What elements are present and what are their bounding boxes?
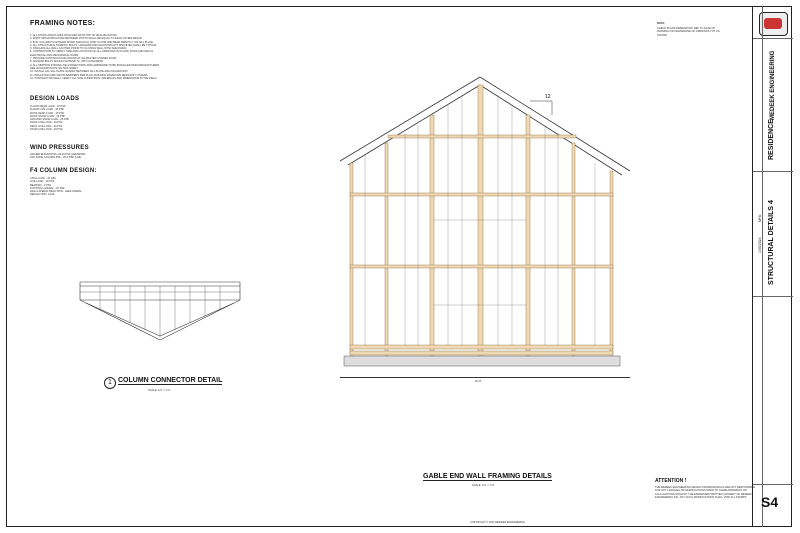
text-line: 3. FOIL COLUMN TO EXTEND DOWN THROUGH JOIST FLOOR AND BEAR DIRECTLY ON SILL PLATE xyxy=(30,40,153,44)
text-line: SHOWN xyxy=(657,33,667,37)
text-line: 2. FIRST OBTAIN BLOCKING BETWEEN POSTS SHALL BE EQUAL TO EACH OTHER ABOVE xyxy=(30,37,142,41)
sheet-date: 1/30/2024 xyxy=(758,237,762,253)
text-line: FLOOR DEAD LOAD - 15 PSF xyxy=(30,105,66,108)
text-line: FRAMING OR CENTERLINE OF OPENINGS TYP. AS xyxy=(657,30,720,34)
attention-text xyxy=(655,486,755,499)
sheet-title: STRUCTURAL DETAILS 4 xyxy=(768,200,775,285)
text-line: 12. CONTRACTOR SHALL VERIFY ALL SITE CONDITIONS, MATERIALS AND DIMENSIONS IN THE FIELD xyxy=(30,76,157,80)
gable-wall-framing-drawing xyxy=(330,75,640,375)
text-line: 10. INSTALL ALL SILL PLATE GASKET BETWEEN SILL PLATE AND FOUNDATION xyxy=(30,70,128,74)
framing-notes-list xyxy=(30,34,270,80)
text-line: STAIR LIVE LOAD - 40 PSF xyxy=(30,128,63,132)
text-line: ROOF LIVE LOAD - 20 PSF xyxy=(30,121,63,125)
text-line: THE MEDEEK ENGINEERING DESIGN PROFESSIONALS ARE NOT RESPONSIBLE xyxy=(655,486,756,489)
text-line: ROOF DEAD LOAD - 15 PSF xyxy=(30,111,65,115)
text-line: AXIAL LOAD - 10 LBS xyxy=(30,177,56,180)
text-line: FOOTING LATERAL - 15 PSF xyxy=(30,186,65,190)
text-line: HIGHER ELEVATIONS: 20.00 PSF (LEE/WIND) xyxy=(30,153,86,156)
text-line: LIVE LOAD - 10 PSF xyxy=(30,180,55,184)
text-line: BEARING - 2 PSF xyxy=(30,183,52,187)
design-loads-title: DESIGN LOADS xyxy=(30,96,80,102)
framing-notes-title: FRAMING NOTES: xyxy=(30,20,96,27)
text-line: 4. ALL STRUCTURAL SCREWS, BOLTS, HANGERS AND HOLDOWN NOT SPECIFIED SHALL BE TYPICAL xyxy=(30,43,157,47)
column-design-title: F4 COLUMN DESIGN: xyxy=(30,168,97,174)
text-line: ENGINEERING INC. ANY SUCH MODIFICATIONS SHALL VOID ALL STAMPS. xyxy=(655,495,748,499)
column-connector-title: COLUMN CONNECTOR DETAIL xyxy=(118,377,223,384)
text-line: 9. ALL SIMPSON STRONG-TIE CONNECTORS AND HARDWARE TO BE INSTALLED PER MANUFACTURER xyxy=(30,63,160,67)
detail-number-circle: 1 xyxy=(104,377,116,389)
wind-pressures-title: WIND PRESSURES xyxy=(30,145,89,151)
text-line: ROOF SNOW LOAD - 25 PSF xyxy=(30,114,66,118)
text-line: SFC ZONE COLUMN PSF - 20.0 PSF (LEE) xyxy=(30,156,82,160)
text-line: 11. INSULATION AND VAPOR BARRIERS PER PLAN, BUILDING ENVELOPE DESIGN BY OTHERS xyxy=(30,73,148,77)
text-line: CALCULATIONS WITHOUT THE EXPRESSED WRITTEN CONSENT OF MEDEEK xyxy=(655,492,752,496)
copyright-text: COPYRIGHT © 2024 MEDEEK ENGINEERING xyxy=(470,521,526,524)
overall-dimension: 20'-8" xyxy=(475,380,482,383)
design-loads-list xyxy=(30,105,69,131)
text-line: FOR ANY CHANGES OR MODIFICATIONS MADE TO THESE DRAWINGS OR xyxy=(655,489,747,493)
text-line: ELECTRICAL AND MECHANICAL WORK xyxy=(30,53,79,57)
sheet-number: S4 xyxy=(761,494,779,510)
column-connector-drawing xyxy=(60,250,260,360)
text-line: 8. ANCHOR BOLTS SHOULD EXTEND 7in. INTO CONCRETE xyxy=(30,60,103,64)
text-line: 5. INSULATE ALL WALL CAVITIES PRIOR TO CLOSING WALL WITH SHEATHING xyxy=(30,47,127,51)
text-line: SEE HOLDOWN NOTE ON THIS SHEET xyxy=(30,66,78,70)
text-line: DEFLECTION: L/240 xyxy=(30,193,55,197)
note-title: NOTE: xyxy=(657,22,666,25)
text-line: 6. CONTRACTOR TO VERIFY SIZE AND LOCATION OF ALL OPENINGS IN FLOOR, ROOF AND WALLS xyxy=(30,50,153,54)
drawn-by: NPU xyxy=(758,214,762,222)
text-line: 7. PROVIDE CONTINUOUS BLOCKING AT ALL BOLTED CONNECTIONS xyxy=(30,57,117,61)
text-line: GROUND SNOW LOAD - 25 PSF xyxy=(30,118,70,122)
firm-logo xyxy=(759,12,788,36)
project-name: RESIDENCE xyxy=(768,119,775,160)
column-connector-scale: SCALE: 1/2" = 1'-0" xyxy=(148,389,171,392)
gable-detail-scale: SCALE: 1/4" = 1'-0" xyxy=(472,484,495,487)
roof-pitch-label: 12 xyxy=(545,94,551,100)
text-line: DECK LIVE LOAD - 40 PSF xyxy=(30,124,63,128)
text-line: HIGH LATERAL REACTION - LEE/LATERAL xyxy=(30,190,82,194)
text-line: FLOOR LIVE LOAD - 40 PSF xyxy=(30,108,65,112)
gable-detail-title: GABLE END WALL FRAMING DETAILS xyxy=(423,473,552,480)
text-line: 1. ALL STUDS AND PLATES ATTACHED WITH TOP OF WALL BLOCKING xyxy=(30,34,117,37)
column-design-list xyxy=(30,177,82,197)
overall-dimension-line xyxy=(340,377,630,378)
attention-title: ATTENTION ! xyxy=(655,478,687,484)
note-text xyxy=(657,27,720,37)
wind-pressures-list xyxy=(30,153,85,160)
text-line: CHECK PLANS DIMENSIONS. REF TO FACE OF xyxy=(657,27,716,30)
firm-name: MEDEEK ENGINEERING xyxy=(770,50,776,120)
